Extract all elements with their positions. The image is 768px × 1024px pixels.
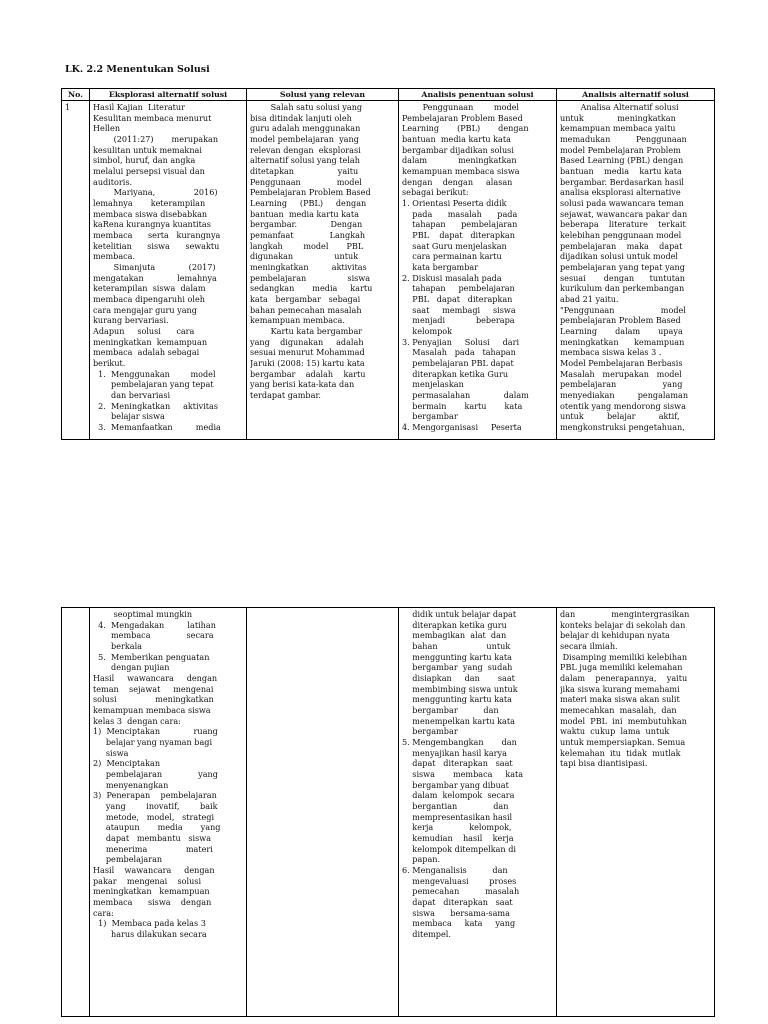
text-line: Hellen xyxy=(93,123,121,134)
text-line: menggunting kartu kata xyxy=(402,651,513,662)
text-line: bergambar adalah kartu xyxy=(250,368,366,379)
text-line: menempelkan kartu kata xyxy=(402,715,515,726)
text-line: Hasil Kajian Literatur xyxy=(93,102,185,112)
text-line: siswa xyxy=(93,747,129,758)
text-line: membagikan alat dan xyxy=(402,630,507,641)
text-line: bisa ditindak lanjuti oleh xyxy=(250,112,352,123)
text-line: dalam kelompok secara xyxy=(402,790,515,801)
text-line: yang digunakan adalah xyxy=(250,336,364,347)
text-line: meningkatkan aktivitas xyxy=(250,262,367,273)
text-line: diterapkan ketika Guru xyxy=(402,368,509,379)
text-line: pada masalah pada xyxy=(402,208,518,219)
text-line: membaca serta kurangnya xyxy=(93,230,221,241)
text-line: kerja kelompok, xyxy=(402,822,512,833)
text-line: menjadi beberapa xyxy=(402,315,515,326)
text-line: Analisa Alternatif solusi xyxy=(560,102,679,112)
text-line: 2) Menciptakan xyxy=(93,758,161,769)
text-line: Hasil wawancara dengan xyxy=(93,865,215,876)
text-line: bantuan media kartu kata xyxy=(560,166,682,177)
text-line: dan bervariasi xyxy=(93,390,171,401)
text-line: Model Pembelajaran Berbasis xyxy=(560,358,683,369)
text-line: konteks belajar di sekolah dan xyxy=(560,619,686,630)
text-line: tapi bisa diantisipasi. xyxy=(560,758,648,769)
text-line: membimbing siswa untuk xyxy=(402,683,518,694)
text-line: bergambar yang dibuat xyxy=(402,779,509,790)
text-line: solusi pada wawancara teman xyxy=(560,198,684,209)
text-line: PBL dapat diterapkan xyxy=(402,294,513,305)
solution-analysis-cell-cont xyxy=(399,608,557,1017)
row-number-empty xyxy=(62,608,90,1017)
text-line: pembelajaran yang xyxy=(560,379,683,390)
text-line: bergambar. Berdasarkan hasil xyxy=(560,176,684,187)
text-line: kata bergambar xyxy=(402,262,479,273)
text-line: melalui persepsi visual dan xyxy=(93,166,205,177)
text-line: untuk mempersiapkan. Semua xyxy=(560,737,686,748)
text-line: berkala xyxy=(93,641,142,652)
header-exploration: Eksplorasi alternatif solusi xyxy=(90,89,247,101)
text-line: kemampuan membaca siswa xyxy=(402,166,520,177)
text-line: tahapan pembelajaran xyxy=(402,283,515,294)
text-line: menjelaskan xyxy=(402,379,464,390)
text-line: analisa eksplorasi alternative xyxy=(560,187,681,198)
text-line: Simanjuta (2017) xyxy=(93,262,216,273)
text-line: terdapat gambar. xyxy=(250,390,321,401)
text-line: memecahkan masalah, dan xyxy=(560,705,677,716)
text-line: lemahnya keterampilan xyxy=(93,198,206,209)
exploration-cell-cont xyxy=(90,608,247,1017)
text-line: sejawat, wawancara pakar dan xyxy=(560,208,688,219)
text-line: 3. Penyajian Solusi dari xyxy=(402,336,520,347)
text-line: dan mengintergrasikan xyxy=(560,609,690,619)
text-line: 4. Mengorganisasi Peserta xyxy=(402,422,522,433)
text-line: membaca siswa kelas 3 . xyxy=(560,347,662,358)
text-line: dapat diterapkan saat xyxy=(402,758,513,769)
text-line: dijadikan solusi untuk model xyxy=(560,251,679,262)
text-line: belajar yang nyaman bagi xyxy=(93,737,213,748)
text-line: cara: xyxy=(93,907,114,918)
exploration-text xyxy=(93,102,243,433)
header-relevant-solution: Solusi yang relevan xyxy=(247,89,399,101)
solution-analysis-text xyxy=(402,102,553,433)
text-line: bahan pemecahan masalah xyxy=(250,304,362,315)
relevant-solution-cell-cont xyxy=(247,608,399,1017)
text-line: Learning (PBL) dengan xyxy=(402,123,529,134)
text-line: bergambar xyxy=(402,411,458,422)
text-line: 4. Mengadakan latihan xyxy=(93,619,216,630)
text-line: kelemahan itu tidak mutlak xyxy=(560,747,681,758)
text-line: pemecahan masalah xyxy=(402,886,520,897)
text-line: mengevaluasi proses xyxy=(402,875,517,886)
text-line: meningkatkan kemampuan xyxy=(93,336,208,347)
text-line: menyediakan pengalaman xyxy=(560,390,689,401)
text-line: bergantian dan xyxy=(402,801,509,812)
exploration-cell xyxy=(90,101,247,440)
text-line: model PBL ini membutuhkan xyxy=(560,715,687,726)
text-line: ketelitian siswa sewaktu xyxy=(93,240,220,251)
text-line: disiapkan dan saat xyxy=(402,673,515,684)
solution-analysis-text-cont xyxy=(402,609,553,940)
text-line: pembelajaran xyxy=(93,854,163,865)
text-line: kemampuan membaca yaitu xyxy=(560,123,676,134)
text-line: digunakan untuk xyxy=(250,251,359,262)
text-line: 3) Penerapan pembelajaran xyxy=(93,790,217,801)
text-line: abad 21 yaitu. xyxy=(560,294,619,305)
text-line: solusi meningkatkan xyxy=(93,694,214,705)
exploration-text-cont xyxy=(93,609,243,940)
text-line: Learning (PBL) dengan xyxy=(250,198,367,209)
solution-table-page-2 xyxy=(61,607,715,1017)
text-line: kelas 3 dengan cara: xyxy=(93,715,181,726)
alternative-analysis-cell xyxy=(557,101,715,440)
text-line: Pembelajaran Problem Based xyxy=(402,112,523,123)
text-line: pembelajaran Problem Based xyxy=(560,315,681,326)
text-line: alternatif solusi yang telah xyxy=(250,155,360,166)
text-line: cara mengajar guru yang xyxy=(93,304,197,315)
text-line: sedangkan media kartu xyxy=(250,283,373,294)
text-line: kurang bervariasi. xyxy=(93,315,169,326)
text-line: kaRena kurangnya kuantitas xyxy=(93,219,211,230)
text-line: membaca dipengaruhi oleh xyxy=(93,294,205,305)
text-line: 6. Menganalisis dan xyxy=(402,865,508,876)
text-line: metode, model, strategi xyxy=(93,811,215,822)
text-line: dengan dengan alasan xyxy=(402,176,513,187)
text-line: seoptimal mungkin xyxy=(93,609,193,619)
text-line: Salah satu solusi yang xyxy=(250,102,363,112)
text-line: dapat membantu siswa xyxy=(93,833,212,844)
text-line: Learning dalam upaya xyxy=(560,326,683,337)
alternative-analysis-text-cont xyxy=(560,609,711,769)
text-line: bergambar dan xyxy=(402,705,499,716)
text-line: saat membagi siswa xyxy=(402,304,516,315)
text-line: pembelajaran siswa xyxy=(250,272,371,283)
text-line: sebagai berikut: xyxy=(402,187,469,198)
header-no: No. xyxy=(62,89,90,101)
text-line: bermain kartu kata xyxy=(402,400,523,411)
text-line: bahan untuk xyxy=(402,641,511,652)
text-line: berikut. xyxy=(93,358,126,369)
text-line: dapat diterapkan saat xyxy=(402,897,513,908)
text-line: Disamping memiliki kelebihan xyxy=(560,651,688,662)
text-line: 1) Membaca pada kelas 3 xyxy=(93,918,206,929)
text-line: guru adalah menggunakan xyxy=(250,123,361,134)
text-line: saat Guru menjelaskan xyxy=(402,240,507,251)
text-line: otentik yang mendorong siswa xyxy=(560,400,686,411)
text-line: belajar siswa xyxy=(93,411,165,422)
text-line: model Pembelajaran Problem xyxy=(560,144,681,155)
text-line: Kesulitan membaca menurut xyxy=(93,112,212,123)
alternative-analysis-text xyxy=(560,102,711,433)
text-line: Pembelajaran Problem Based xyxy=(250,187,371,198)
text-line: kelebihan penggunaan model xyxy=(560,230,682,241)
text-line: Jaruki (2008: 15) kartu kata xyxy=(250,358,365,369)
text-line: 5. Memberikan penguatan xyxy=(93,651,210,662)
text-line: memadukan Penggunaan xyxy=(560,134,687,145)
text-line: kurikulum dan perkembangan xyxy=(560,283,685,294)
text-line: materi maka siswa akan sulit xyxy=(560,694,680,705)
text-line: bergambar xyxy=(402,726,458,737)
text-line: Based Learning (PBL) dengan xyxy=(560,155,684,166)
solution-analysis-cell xyxy=(399,101,557,440)
text-line: Adapun solusi cara xyxy=(93,326,195,337)
text-line: bergambar. Dengan xyxy=(250,219,363,230)
text-line: dalam penerapannya, yaitu xyxy=(560,673,688,684)
text-line: kemampuan membaca. xyxy=(250,315,345,326)
text-line: 3. Memanfaatkan media xyxy=(93,422,221,433)
text-line: pakar mengenai solusi xyxy=(93,875,202,886)
solution-table-page-1 xyxy=(61,88,715,440)
text-line: bergambar dijadikan solusi xyxy=(402,144,514,155)
text-line: siswa bersama-sama xyxy=(402,907,510,918)
text-line: pembelajaran PBL dapat xyxy=(402,358,514,369)
text-line: Penggunaan model xyxy=(402,102,520,112)
text-line: untuk meningkatkan xyxy=(560,112,676,123)
text-line: yang inovatif, baik xyxy=(93,801,218,812)
text-line: ataupun media yang xyxy=(93,822,221,833)
alternative-analysis-cell-cont xyxy=(557,608,715,1017)
text-line: dalam meningkatkan xyxy=(402,155,517,166)
text-line: mengkonstruksi pengetahuan, xyxy=(560,422,685,433)
text-line: teman sejawat mengenai xyxy=(93,683,214,694)
text-line: pembelajaran yang tepat yang xyxy=(560,262,685,273)
text-line: kemudian hasil kerja xyxy=(402,833,514,844)
text-line: sesuai dengan tuntutan xyxy=(560,272,686,283)
text-line: membaca siswa disebabkan xyxy=(93,208,208,219)
text-line: PBL dapat diterapkan xyxy=(402,230,515,241)
text-line: langkah model PBL xyxy=(250,240,364,251)
text-line: tahapan pembelajaran xyxy=(402,219,518,230)
text-line: PBL juga memiliki kelemahan xyxy=(560,662,683,673)
text-line: beberapa literature terkait xyxy=(560,219,686,230)
text-line: bergambar yang sudah xyxy=(402,662,513,673)
relevant-solution-cell xyxy=(247,101,399,440)
text-line: auditoris. xyxy=(93,176,133,187)
text-line: kesulitan untuk memaknai xyxy=(93,144,202,155)
text-line: menyajikan hasil karya xyxy=(402,747,507,758)
text-line: Hasil wawancara dengan xyxy=(93,673,218,684)
text-line: Kartu kata bergambar xyxy=(250,326,363,337)
text-line: dengan pujian xyxy=(93,662,170,673)
text-line: Mariyana, 2016) xyxy=(93,187,218,198)
text-line: belajar di kehidupan nyata xyxy=(560,630,670,641)
text-line: membaca kata yang xyxy=(402,918,516,929)
text-line: meningkatkan kemampuan xyxy=(93,886,210,897)
text-line: membaca secara xyxy=(93,630,214,641)
text-line: sesuai menurut Mohammad xyxy=(250,347,365,358)
text-line: pembelajaran yang xyxy=(93,769,218,780)
text-line: kata bergambar sebagai xyxy=(250,294,361,305)
text-line: menyenangkan xyxy=(93,779,169,790)
text-line: 1. Menggunakan model xyxy=(93,368,216,379)
text-line: menggunting kartu kata xyxy=(402,694,513,705)
text-line: mempresentasikan hasil xyxy=(402,811,513,822)
text-line: mengatakan lemahnya xyxy=(93,272,217,283)
text-line: (2011:27) merupakan xyxy=(93,134,219,145)
text-line: membaca siswa dengan xyxy=(93,897,212,908)
text-line: kelompok xyxy=(402,326,453,337)
text-line: simbol, huruf, dan angka xyxy=(93,155,196,166)
relevant-solution-text xyxy=(250,102,395,401)
text-line: 2. Meningkatkan aktivitas xyxy=(93,400,219,411)
header-solution-analysis: Analisis penentuan solusi xyxy=(399,89,557,101)
text-line: membaca. xyxy=(93,251,136,262)
text-line: harus dilakukan secara xyxy=(93,929,207,940)
text-line: secara ilmiah. xyxy=(560,641,618,652)
header-alternative-analysis: Analisis alternatif solusi xyxy=(557,89,715,101)
text-line: jika siswa kurang memahami xyxy=(560,683,680,694)
text-line: bantuan media kartu kata xyxy=(250,208,359,219)
text-line: menerima materi xyxy=(93,843,213,854)
text-line: untuk belajar aktif, xyxy=(560,411,680,422)
text-line: keterampilan siswa dalam xyxy=(93,283,206,294)
text-line: Masalah pada tahapan xyxy=(402,347,516,358)
worksheet-title: LK. 2.2 Menentukan Solusi xyxy=(65,64,210,75)
text-line: ditempel. xyxy=(402,929,451,940)
text-line: kemampuan membaca siswa xyxy=(93,705,211,716)
text-line: yang berisi kata-kata dan xyxy=(250,379,355,390)
text-line: "Penggunaan model xyxy=(560,304,686,315)
text-line: membaca adalah sebagai xyxy=(93,347,200,358)
text-line: permasalahan dalam xyxy=(402,390,529,401)
text-line: pemanfaat Langkah xyxy=(250,230,366,241)
row-number: 1 xyxy=(62,101,90,440)
text-line: bantuan media kartu kata xyxy=(402,134,511,145)
text-line: relevan dengan eksplorasi xyxy=(250,144,361,155)
text-line: pembelajaran yang tepat xyxy=(93,379,214,390)
text-line: 2. Diskusi masalah pada xyxy=(402,272,502,283)
text-line: 1) Menciptakan ruang xyxy=(93,726,218,737)
text-line: Masalah merupakan model xyxy=(560,368,682,379)
text-line: 1. Orientasi Peserta didik xyxy=(402,198,507,209)
text-line: cara permainan kartu xyxy=(402,251,502,262)
text-line: waktu cukup lama untuk xyxy=(560,726,670,737)
text-line: ditetapkan yaitu xyxy=(250,166,359,177)
text-line: Penggunaan model xyxy=(250,176,362,187)
text-line: diterapkan ketika guru xyxy=(402,619,507,630)
text-line: siswa membaca kata xyxy=(402,769,524,780)
text-line: meningkatkan kemampuan xyxy=(560,336,685,347)
text-line: model pembelajaran yang xyxy=(250,134,359,145)
text-line: 5. Mengembangkan dan xyxy=(402,737,517,748)
text-line: pembelajaran maka dapat xyxy=(560,240,683,251)
text-line: didik untuk belajar dapat xyxy=(402,609,517,619)
text-line: kelompok ditempelkan di xyxy=(402,843,516,854)
text-line: papan. xyxy=(402,854,441,865)
